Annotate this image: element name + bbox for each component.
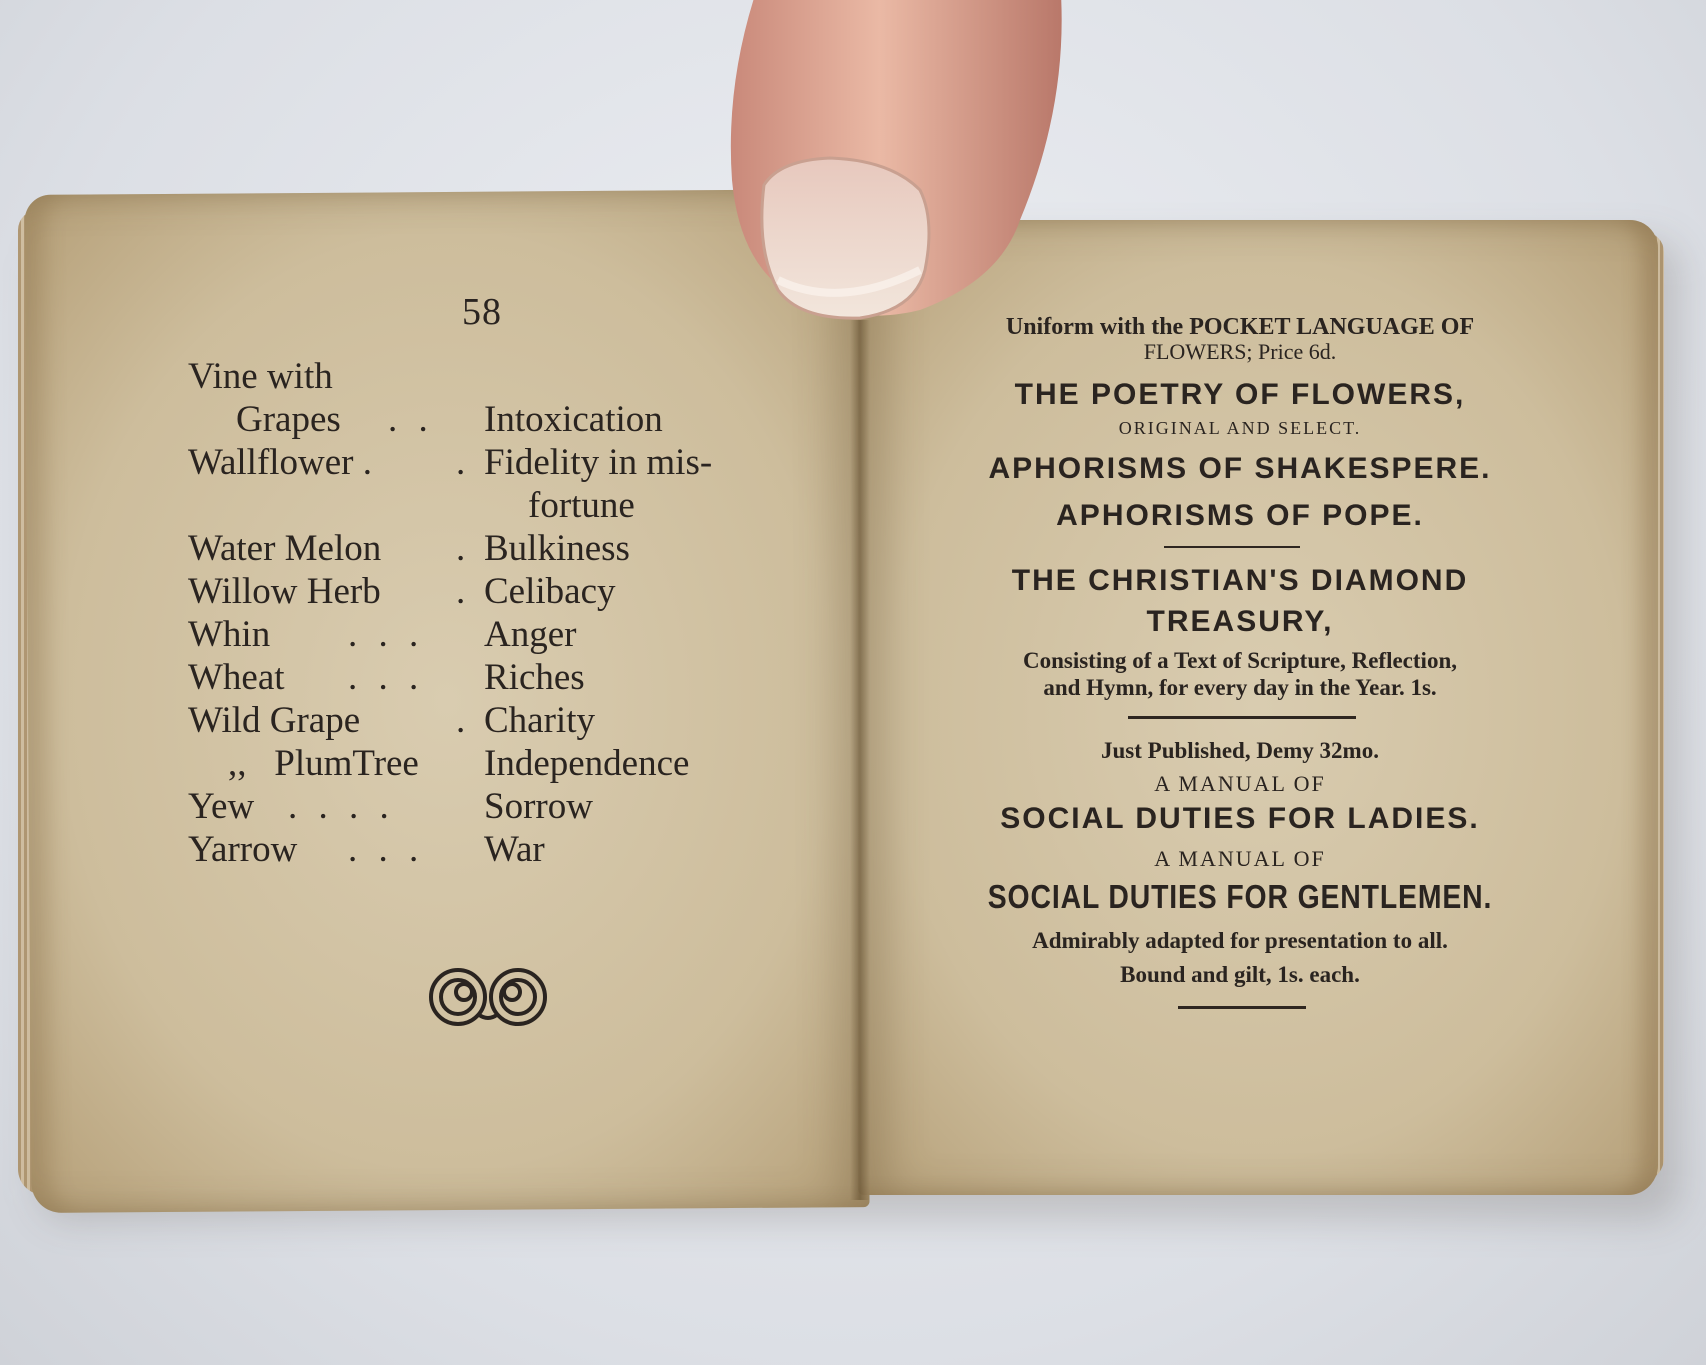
flower-meaning: Intoxication bbox=[484, 399, 663, 440]
leader-dots: . . . bbox=[348, 657, 425, 698]
flower-meaning: War bbox=[484, 829, 545, 870]
leader-dots: . bbox=[456, 571, 472, 612]
list-item bbox=[188, 484, 808, 527]
finger-icon bbox=[720, 0, 1100, 345]
divider bbox=[1164, 546, 1300, 548]
flower-meaning: Anger bbox=[484, 614, 577, 655]
christian-title-line-1: THE CHRISTIAN'S DIAMOND bbox=[1011, 564, 1469, 597]
divider bbox=[1178, 1006, 1306, 1009]
flower-meaning: Celibacy bbox=[484, 571, 616, 612]
flower-name: ,, PlumTree bbox=[228, 743, 419, 784]
page-number: 58 bbox=[462, 291, 502, 333]
flower-meaning: Sorrow bbox=[484, 786, 593, 827]
flower-meaning: fortune bbox=[528, 485, 635, 526]
list-item bbox=[188, 828, 808, 871]
aphorisms-pope: APHORISMS OF POPE. bbox=[1056, 499, 1424, 532]
list-item bbox=[188, 656, 808, 699]
leader-dots: . . . . bbox=[288, 786, 395, 827]
flower-name: Wallflower . bbox=[188, 442, 373, 483]
manual-of-line-1: A MANUAL OF bbox=[1154, 771, 1326, 796]
leader-dots: . bbox=[456, 442, 472, 483]
flower-name: Wheat bbox=[188, 657, 285, 698]
just-published: Just Published, Demy 32mo. bbox=[1101, 738, 1379, 763]
christian-description-line-1: Consisting of a Text of Scripture, Reflection, bbox=[1022, 648, 1457, 673]
leader-dots: . . bbox=[388, 399, 434, 440]
flower-name: Willow Herb bbox=[188, 571, 381, 612]
flower-meaning: Riches bbox=[484, 657, 585, 698]
divider bbox=[1128, 716, 1356, 719]
flower-name: Whin bbox=[188, 614, 271, 655]
flower-name: Yew bbox=[188, 786, 255, 827]
flower-meaning: Independence bbox=[484, 743, 690, 784]
leader-dots: . . . bbox=[348, 829, 425, 870]
leader-dots: . . . bbox=[348, 614, 425, 655]
christian-title-line-2: TREASURY, bbox=[1146, 605, 1334, 638]
poetry-title: THE POETRY OF FLOWERS, bbox=[1014, 378, 1466, 411]
flower-meaning: Bulkiness bbox=[484, 528, 630, 569]
leader-dots: . bbox=[456, 700, 472, 741]
book-gutter bbox=[850, 320, 870, 1200]
manual-of-line-2: A MANUAL OF bbox=[1154, 846, 1326, 871]
admirably-adapted: Admirably adapted for presentation to all. bbox=[1032, 928, 1448, 953]
list-item bbox=[188, 441, 808, 484]
list-item bbox=[188, 613, 808, 656]
flower-name: Yarrow bbox=[188, 829, 298, 870]
flower-meaning: Charity bbox=[484, 700, 595, 741]
flower-name: Water Melon bbox=[188, 528, 382, 569]
uniform-line-2: FLOWERS; Price 6d. bbox=[1143, 339, 1337, 364]
flower-name: Vine with bbox=[188, 356, 333, 397]
list-item bbox=[188, 570, 808, 613]
flower-name: Wild Grape bbox=[188, 700, 361, 741]
list-item bbox=[188, 398, 808, 441]
flower-meaning: Fidelity in mis- bbox=[484, 442, 713, 483]
social-duties-ladies: SOCIAL DUTIES FOR LADIES. bbox=[1000, 802, 1480, 835]
social-duties-gentlemen: SOCIAL DUTIES FOR GENTLEMEN. bbox=[987, 878, 1493, 915]
list-item bbox=[188, 742, 808, 785]
scroll-ornament-icon bbox=[428, 962, 548, 1037]
list-item bbox=[188, 355, 808, 398]
flower-name: Grapes bbox=[236, 399, 341, 440]
right-page bbox=[858, 220, 1658, 1195]
bound-and-gilt: Bound and gilt, 1s. each. bbox=[1120, 962, 1360, 987]
poetry-subtitle: ORIGINAL AND SELECT. bbox=[1118, 418, 1362, 438]
list-item bbox=[188, 527, 808, 570]
flower-meanings-list bbox=[188, 355, 808, 871]
list-item bbox=[188, 785, 808, 828]
list-item bbox=[188, 699, 808, 742]
uniform-line-1: Uniform with the POCKET LANGUAGE OF bbox=[1005, 314, 1475, 340]
christian-description-line-2: and Hymn, for every day in the Year. 1s. bbox=[1043, 675, 1437, 700]
aphorisms-shakespere: APHORISMS OF SHAKESPERE. bbox=[988, 452, 1492, 485]
leader-dots: . bbox=[456, 528, 472, 569]
